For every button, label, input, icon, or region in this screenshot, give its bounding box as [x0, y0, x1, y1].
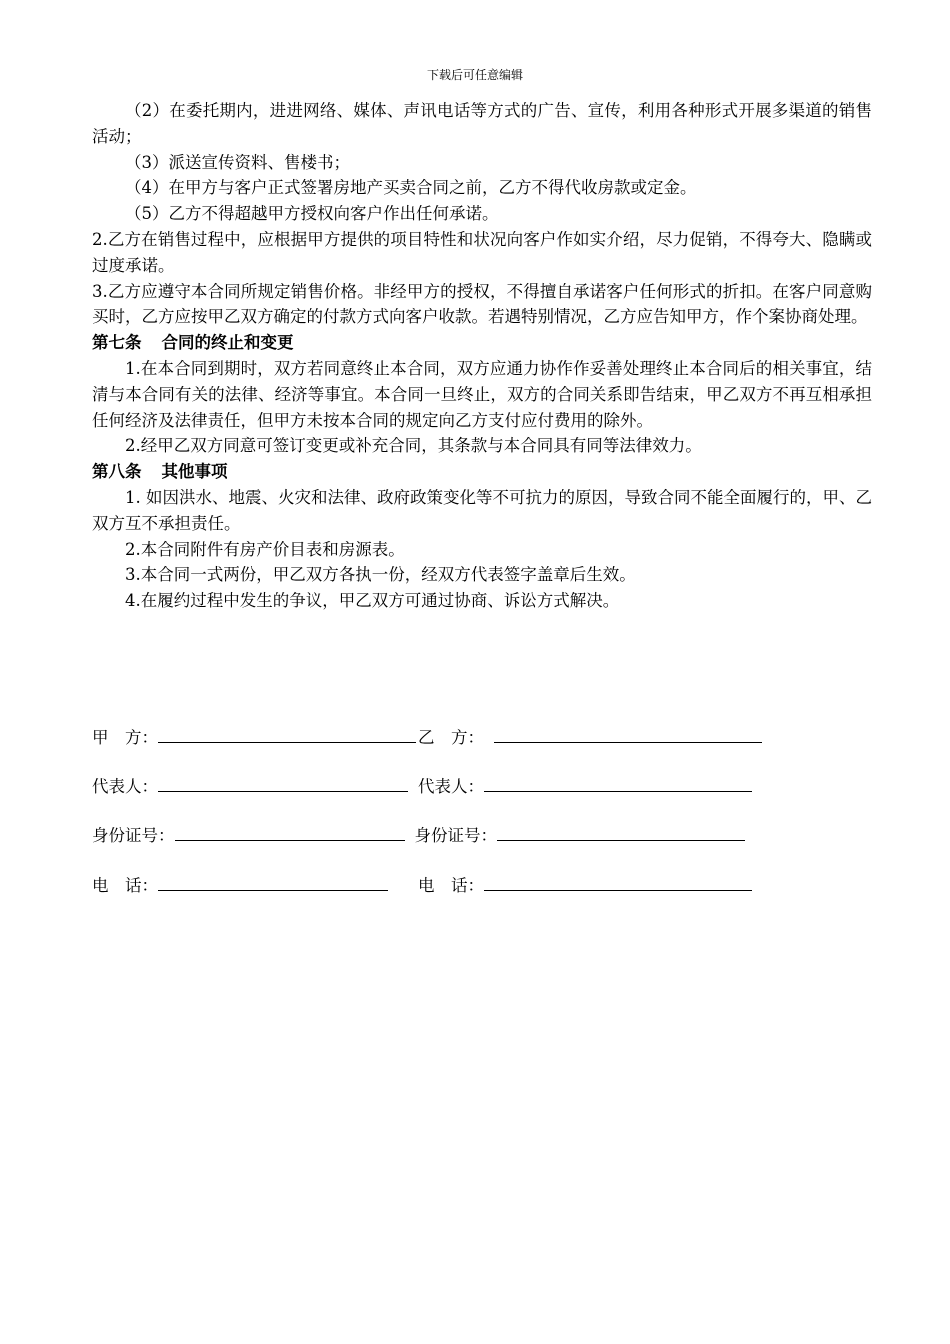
clause-paragraph: （3）派送宣传资料、售楼书； [125, 152, 350, 172]
phone-b-label: 电 话： [418, 876, 484, 895]
article-7-number: 第七条 [92, 333, 142, 353]
id-b-label: 身份证号： [414, 826, 497, 845]
article-7-heading [92, 330, 872, 356]
rep-a-blank[interactable] [158, 773, 408, 792]
rep-b-label: 代表人： [418, 777, 484, 796]
party-a-label: 甲 方： [92, 728, 158, 747]
signature-row-id [92, 822, 745, 846]
rep-b-blank[interactable] [484, 773, 752, 792]
id-a-blank[interactable] [175, 822, 405, 841]
article-8-item: 1. 如因洪水、地震、火灾和法律、政府政策变化等不可抗力的原因，导致合同不能全面履行的，甲、乙双方互不承担责任。 [92, 487, 872, 533]
page-header: 下载后可任意编辑 [426, 68, 523, 82]
clause-paragraph: （2）在委托期内，进进网络、媒体、声讯电话等方式的广告、宣传，利用各种形式开展多渠道的销售活动； [92, 101, 872, 146]
id-a-label: 身份证号： [92, 826, 175, 845]
clause-paragraph: 3.乙方应遵守本合同所规定销售价格。非经甲方的授权，不得擅自承诺客户任何形式的折扣。在客户同意购买时，乙方应按甲乙双方确定的付款方式向客户收款。若遇特别情况，乙方应告知甲方，作个案协商处理。 [92, 281, 872, 327]
signature-row-party [92, 724, 762, 748]
party-b-label: 乙 方： [418, 728, 484, 747]
article-8-heading [92, 459, 872, 485]
clause-paragraph: （4）在甲方与客户正式签署房地产买卖合同之前，乙方不得代收房款或定金。 [125, 178, 697, 198]
article-7-item: 1.在本合同到期时，双方若同意终止本合同，双方应通力协作作妥善处理终止本合同后的相关事宜，结清与本合同有关的法律、经济等事宜。本合同一旦终止，双方的合同关系即告结束，甲乙双方不再互相承担任何经济及法律责任，但甲方未按本合同的规定向乙方支付应付费用的除外。 [92, 358, 872, 430]
clause-paragraph: （5）乙方不得超越甲方授权向客户作出任何承诺。 [125, 204, 499, 224]
article-8-item: 2.本合同附件有房产价目表和房源表。 [125, 539, 405, 559]
id-b-blank[interactable] [497, 822, 745, 841]
contract-body [92, 98, 872, 614]
article-8-item: 3.本合同一式两份，甲乙双方各执一份，经双方代表签字盖章后生效。 [125, 565, 636, 585]
article-8-title: 其他事项 [161, 462, 228, 482]
article-8-number: 第八条 [92, 462, 142, 482]
signature-row-phone [92, 872, 752, 896]
clause-paragraph: 2.乙方在销售过程中，应根据甲方提供的项目特性和状况向客户作如实介绍，尽力促销，不得夸大、隐瞒或过度承诺。 [92, 229, 872, 275]
party-a-blank[interactable] [158, 724, 416, 743]
article-8-item: 4.在履约过程中发生的争议，甲乙双方可通过协商、诉讼方式解决。 [125, 591, 620, 611]
phone-a-blank[interactable] [158, 872, 388, 891]
article-7-title: 合同的终止和变更 [161, 333, 294, 353]
party-b-blank[interactable] [494, 724, 762, 743]
rep-a-label: 代表人： [92, 777, 158, 796]
article-7-item: 2.经甲乙双方同意可签订变更或补充合同，其条款与本合同具有同等法律效力。 [125, 436, 702, 456]
phone-b-blank[interactable] [484, 872, 752, 891]
signature-row-rep [92, 773, 752, 797]
phone-a-label: 电 话： [92, 876, 158, 895]
